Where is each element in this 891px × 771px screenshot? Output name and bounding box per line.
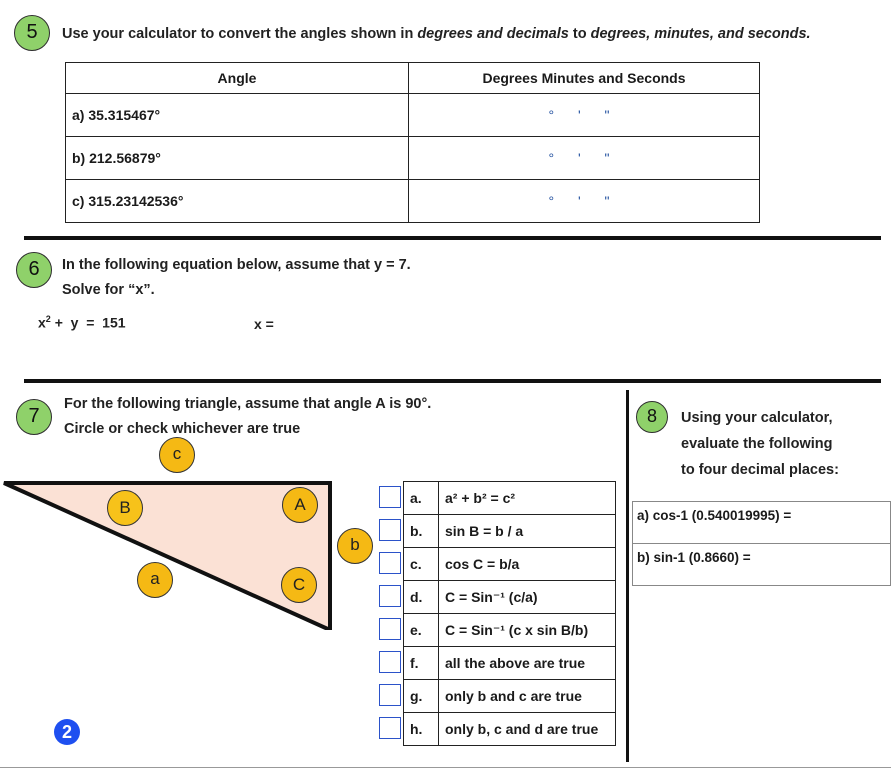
question-6-line1: In the following equation below, assume that y = 7. — [62, 257, 411, 273]
options-table — [403, 481, 616, 746]
question-6-equation: $x^2 + y = 151$ — [38, 314, 126, 331]
angle-C-label[interactable]: C — [281, 567, 317, 603]
question-7-line1: For the following triangle, assume that angle A is 90°. — [64, 396, 432, 412]
option-row[interactable]: d. C = Sin⁻¹ (c/a) — [404, 581, 616, 614]
option-row[interactable]: c. cos C = b/a — [404, 548, 616, 581]
question-6-answer-label: x = — [254, 316, 274, 332]
vertical-divider — [626, 390, 629, 762]
option-c-checkbox[interactable] — [379, 552, 401, 574]
option-b-checkbox[interactable] — [379, 519, 401, 541]
angle-A-label[interactable]: A — [282, 487, 318, 523]
question-8-line2: evaluate the following — [681, 436, 833, 452]
header-angle: Angle — [66, 63, 409, 94]
question-8-line3: to four decimal places: — [681, 462, 839, 478]
option-f-checkbox[interactable] — [379, 651, 401, 673]
table-row — [66, 180, 760, 223]
dms-answer-cell[interactable]: ° ' " — [409, 180, 760, 223]
angle-cell: b) 212.56879° — [66, 137, 409, 180]
side-c-label[interactable]: c — [159, 437, 195, 473]
option-g-checkbox[interactable] — [379, 684, 401, 706]
option-row[interactable]: e. C = Sin⁻¹ (c x sin B/b) — [404, 614, 616, 647]
angle-cell: c) 315.23142536° — [66, 180, 409, 223]
angle-B-label[interactable]: B — [107, 490, 143, 526]
question-5-number: 5 — [14, 15, 50, 51]
option-row[interactable]: g. only b and c are true — [404, 680, 616, 713]
section-divider — [24, 236, 881, 240]
table-row — [633, 502, 891, 544]
option-d-checkbox[interactable] — [379, 585, 401, 607]
header-dms: Degrees Minutes and Seconds — [409, 63, 760, 94]
table-row — [66, 94, 760, 137]
option-row[interactable]: a. a² + b² = c² — [404, 482, 616, 515]
side-a-label[interactable]: a — [137, 562, 173, 598]
question-7-line2: Circle or check whichever are true — [64, 421, 301, 437]
bottom-border — [0, 767, 891, 768]
option-h-checkbox[interactable] — [379, 717, 401, 739]
evaluation-table — [632, 501, 891, 586]
page-number-badge: 2 — [54, 719, 80, 745]
evaluation-cell[interactable]: b) sin-1 (0.8660) = — [633, 544, 891, 586]
option-e-checkbox[interactable] — [379, 618, 401, 640]
option-row[interactable]: h. only b, c and d are true — [404, 713, 616, 746]
option-row[interactable]: f. all the above are true — [404, 647, 616, 680]
question-8-number: 8 — [636, 401, 668, 433]
question-7-number: 7 — [16, 399, 52, 435]
question-6-line2: Solve for “x”. — [62, 282, 155, 298]
question-8-line1: Using your calculator, — [681, 410, 833, 426]
table-row — [66, 137, 760, 180]
option-a-checkbox[interactable] — [379, 486, 401, 508]
dms-answer-cell[interactable]: ° ' " — [409, 137, 760, 180]
side-b-label[interactable]: b — [337, 528, 373, 564]
angle-conversion-table — [65, 62, 760, 223]
dms-answer-cell[interactable]: ° ' " — [409, 94, 760, 137]
question-6-number: 6 — [16, 252, 52, 288]
option-row[interactable]: b. sin B = b / a — [404, 515, 616, 548]
section-divider — [24, 379, 881, 383]
angle-cell: a) 35.315467° — [66, 94, 409, 137]
evaluation-cell[interactable]: a) cos-1 (0.540019995) = — [633, 502, 891, 544]
table-row — [633, 544, 891, 586]
question-5-instruction: Use your calculator to convert the angles shown in degrees and decimals to degrees, minutes, and seconds. — [62, 26, 811, 42]
